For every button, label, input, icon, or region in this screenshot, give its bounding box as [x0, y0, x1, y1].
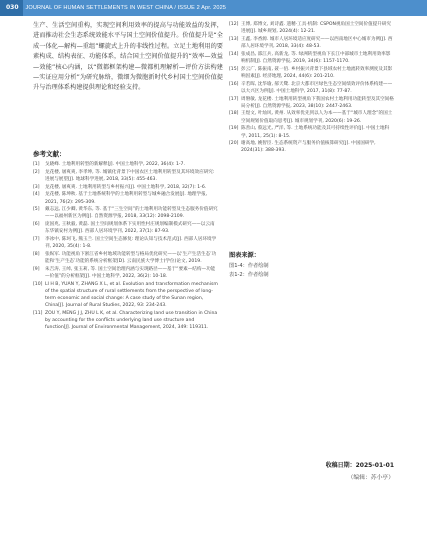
reference-number: [16]	[229, 81, 239, 87]
reference-number: [2]	[33, 169, 40, 175]
figure-sources-list	[229, 262, 269, 280]
reference-item	[229, 140, 395, 154]
reference-number: [1]	[33, 162, 40, 167]
reference-item	[33, 281, 219, 310]
journal-header	[0, 0, 427, 16]
reference-text: 张成昌, 邵江兵, 高新龙, 等. 绿洲转型视角下长江中部城市土地利用效率影响机制[J]. 自然资源学报, 2019, 34(6): 1157-1170.	[241, 51, 391, 64]
reference-item	[33, 184, 219, 191]
reference-text: 陈善山, 蔡远光, 严洋, 等. 土地系统功能及其可持续性评价[J]. 中国土地科学, 2011, 25(1): 8-15.	[241, 126, 390, 139]
reference-text: LI H B, YUAN Y, ZHANG X L, et al. Evolution and transformation mechanism of the spatial structure of rural settlements from the perspective of long-term economic and social change: A case study of the Sunan region, China[J]. Journal of Rural Studies, 2022, 93: 234-243.	[45, 281, 218, 309]
reference-number: [4]	[33, 192, 40, 198]
reference-text: 张纵军. 功能视角下浙江省乡村地域功能转型与格局优化研究——以‘生产生活生态’功能和‘生产生态’功能的系统分析框架[D]. 云南民族大学博士(学位)论文, 2019.	[45, 252, 217, 265]
reference-text: 彭云广, 陈振南, 聂一佰. 乡村振兴背景下县域农村土地流转效率测度及其影响因素[J]. 经济地理, 2024, 44(6): 201-210.	[241, 66, 393, 79]
reference-number: [9]	[33, 266, 40, 272]
figure-source-item: 表1-2：作者绘制	[229, 272, 269, 278]
reference-item	[229, 66, 395, 80]
reference-text: 龙花楼, 陈坤秋. 基于土地系统科学的土地利用转型与城乡融合发展[J]. 地理学报, 2021, 76(2): 295-309.	[45, 192, 208, 205]
reference-text: 龙花楼, 屠爽爽. 土地利用转型与乡村振兴[J]. 中国土地科学, 2018, 32(7): 1-6.	[45, 184, 207, 190]
reference-item	[33, 310, 219, 331]
reference-text: 戈晓峰. 土地利用转型的新解释[J]. 中国土地科学, 2022, 36(4): 1-7.	[45, 162, 185, 167]
reference-item	[33, 236, 219, 250]
reference-item	[33, 169, 219, 183]
reference-item	[229, 81, 395, 95]
reference-item	[33, 206, 219, 220]
reference-number: [20]	[229, 141, 239, 147]
reference-item	[33, 251, 219, 265]
reference-number: [11]	[33, 311, 43, 317]
reference-text: 李冰中, 陈珂飞, 熊玉兰. 国土空间生态修复: 理论认知与技术范式[J]. 西部人居环境学刊, 2020, 35(4): 1-8.	[45, 237, 217, 250]
reference-number: [12]	[229, 22, 239, 27]
reference-text: 戴志远, 江少卿, 黄华东, 等. 基于“三生空间”的土地利用功能转型及生态服务价值研究——以福州新区为例[J]. 自然资源学报, 2018, 33(12): 2098-2109.	[45, 207, 218, 220]
reference-number: [13]	[229, 36, 239, 42]
references-list-right	[229, 21, 395, 155]
reference-text: 王煜文, 叶灿风, 黄州. 从效率优先到以人为本——基于“城市人理念”的国土空间规划价值取向思考[J]. 城市规划学刊, 2020(6): 19-26.	[241, 111, 393, 124]
reference-number: [19]	[229, 126, 239, 132]
editor-note: （编辑：苏小亭）	[347, 475, 394, 481]
reference-number: [15]	[229, 66, 239, 72]
received-date: 收稿日期：2025-01-01	[325, 462, 394, 469]
page-number: 030	[0, 0, 23, 16]
reference-item	[229, 110, 395, 124]
reference-number: [7]	[33, 237, 40, 243]
reference-number: [17]	[229, 96, 239, 102]
reference-number: [3]	[33, 184, 40, 190]
reference-number: [14]	[229, 51, 239, 57]
reference-number: [8]	[33, 252, 40, 258]
reference-number: [18]	[229, 111, 239, 117]
reference-item	[33, 221, 219, 235]
references-list-left	[33, 161, 219, 332]
figure-sources-heading: 图表来源：	[229, 252, 260, 259]
reference-item	[33, 266, 219, 280]
reference-number: [5]	[33, 207, 40, 213]
reference-item	[229, 125, 395, 139]
reference-item	[229, 51, 395, 65]
reference-item	[229, 96, 395, 110]
references-heading: 参考文献：	[33, 150, 66, 158]
reference-item	[229, 36, 395, 50]
reference-item	[33, 191, 219, 205]
reference-text: 龙花楼, 屠爽爽, 李孝坤, 等. 城镇化背景下中国农区土地利用转型及其环境效应研究: 进展与展望[J]. 地球科学进展, 2018, 33(5): 455-463.	[45, 169, 215, 182]
reference-text: ZOU Y, MENG J J, ZHU L K, et al. Characterizing land use transition in China by accounting for the conflicts underlying land use structure and function[J]. Journal of Environmental Management, 2024, 349: 119311.	[45, 311, 218, 331]
figure-source-item: 图1-4：作者绘制	[229, 263, 269, 269]
reference-number: [10]	[33, 281, 43, 287]
reference-item	[229, 21, 395, 35]
journal-title: JOURNAL OF HUMAN SETTLEMENTS IN WEST CHINA / ISSUE 2 Apr. 2025	[25, 5, 227, 11]
reference-text: 王鑫, 李香源. 城市人居环境适应度研究——以西南地区中心城市为例[J]. 西部人居环境学刊, 2018, 33(4): 48-53.	[241, 36, 393, 50]
reference-item	[33, 161, 219, 168]
reference-text: 谢高地, 姚智臣. 生态系统资产与服务价值核算研究[J]. 中国国研学, 2024(31): 388-393.	[241, 141, 376, 154]
reference-text: 庞国兆, 王秋毅, 黄磊. 国土空间规划体系下实用性村庄规划编制模式研究——以云南东华镇安村为例[J]. 西部人居环境学刊, 2022, 37(1): 87-93.	[45, 222, 215, 235]
reference-number: [6]	[33, 222, 40, 228]
reference-text: 朱吉涛, 王绰, 张玉莉, 等. 国土空间治理内涵与实现路径——基于“要素—结构—功能—价值”的分析框架[J]. 中国土地科学, 2022, 36(2): 10-18.	[45, 266, 216, 280]
reference-text: 辛若晖, 沈华瑜, 郝天鹭. 北京大都市区绿色生态空间绩效评价体系构建——以大兴区为例[J]. 中国土地科学, 2017, 31(8): 77-87.	[241, 81, 393, 94]
body-paragraph: 生产、生活空间重构，实现空间利用效率的提高与功能效益的发挥，进而推动社会生态系统效能水平与国土空间价值提升。价值提升是“全成一体化—解构—重组”螺旋式上升的非线性过程。立足土地利用的要素构成、结构表征、功能体系，结合国土空间价值提升的“效率—效益—效能”核心内涵，以“微都框架构建—微都机理解析—评价方法构建—实证应用分析”为研究脉络，微细为微胞新时代乡村国土空间价值提升与治理体系构建提供理论和经验支持。	[33, 22, 223, 92]
reference-text: 王博, 郑博文, 刘诗鑫. 遗精·工具·机制: CSPON视角国土空间价值提升研究进展[J]. 城乡规划, 2024(4): 12-21.	[241, 22, 392, 35]
reference-text: 周磐敏, 龙花楼. 土地利用转型视角下我国农村土地利用功能转型及其空间格局分析[J]. 自然资源学报, 2023, 38(10): 2447-2463.	[241, 96, 394, 109]
